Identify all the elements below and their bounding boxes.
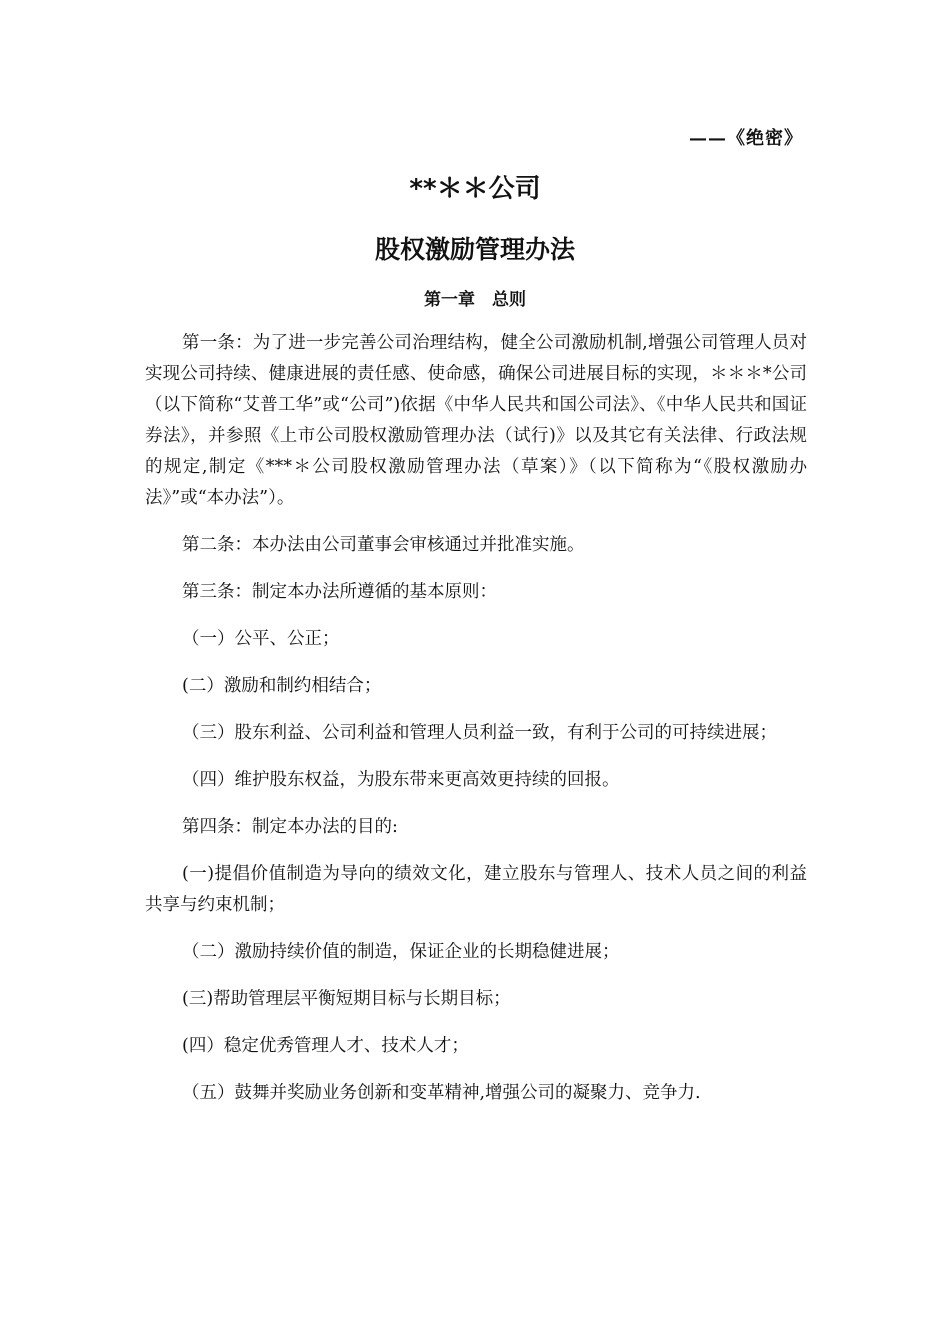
article-4-item-4: (四）稳定优秀管理人才、技术人才；: [182, 1036, 469, 1056]
article-1: 第一条：为了进一步完善公司治理结构，健全公司激励机制,增强公司管理人员对实现公司持续、健康进展的责任感、使命感，确保公司进展目标的实现，＊＊＊*公司（以下简称“艾普工华”或“公司”)依据《中华人民共和国公司法》、《中华人民共和国证券法》，并参照《上市公司股权激励管理办法（试行)》以及其它有关法律、行政法规的规定,制定《***＊公司股权激励管理办法（草案）》（以下简称为“《股权激励办法》”或“本办法”）。: [145, 333, 807, 508]
company-name: **＊＊公司: [409, 174, 541, 204]
article-3: 第三条：制定本办法所遵循的基本原则：: [182, 582, 497, 602]
article-3-item-4: （四）维护股东权益，为股东带来更高效更持续的回报。: [182, 770, 620, 790]
confidential-mark: ——《绝密》: [689, 128, 803, 149]
article-4-item-1: (一)提倡价值制造为导向的绩效文化，建立股东与管理人、技术人员之间的利益共享与约束机制；: [145, 864, 807, 915]
article-3-item-3: （三）股东利益、公司利益和管理人员利益一致，有利于公司的可持续进展；: [182, 723, 777, 743]
chapter-heading: 第一章 总则: [424, 290, 526, 310]
document-body: [145, 328, 807, 1125]
article-2: 第二条：本办法由公司董事会审核通过并批准实施。: [182, 535, 585, 555]
article-4-item-3: (三)帮助管理层平衡短期目标与长期目标；: [182, 989, 511, 1009]
article-4-item-2: （二）激励持续价值的制造，保证企业的长期稳健进展；: [182, 942, 620, 962]
document-title: 股权激励管理办法: [374, 235, 575, 264]
article-3-item-1: （一）公平、公正；: [182, 629, 340, 649]
article-4-item-5: （五）鼓舞并奖励业务创新和变革精神,增强公司的凝聚力、竞争力.: [182, 1083, 701, 1103]
article-3-item-2: (二）激励和制约相结合；: [182, 676, 382, 696]
article-4: 第四条：制定本办法的目的:: [182, 817, 398, 837]
